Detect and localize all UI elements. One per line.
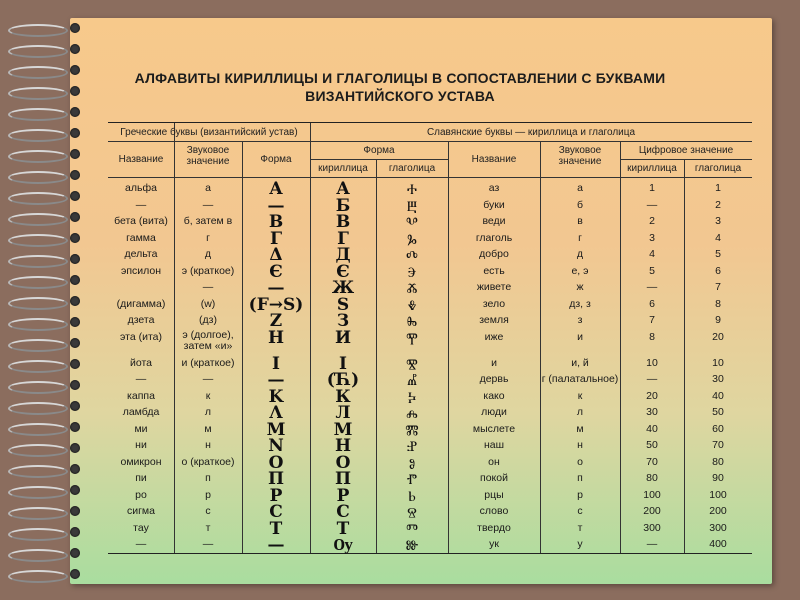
greek-name: — xyxy=(135,373,147,385)
ring-wire xyxy=(8,234,68,247)
glagolitic-letter: Ⰱ xyxy=(406,198,418,215)
numeric-glagolitic: 60 xyxy=(712,422,724,435)
numeric-cyrillic: 3 xyxy=(649,231,655,244)
ring-wire xyxy=(8,171,68,184)
glagolitic-letter: Ⱆ xyxy=(405,538,419,554)
header-slavic-sound: Звуковое значение xyxy=(558,145,602,167)
ring-hole xyxy=(70,128,80,138)
binding-ring xyxy=(8,547,82,561)
numeric-cyrillic: 100 xyxy=(643,488,661,501)
numeric-glagolitic: 8 xyxy=(715,297,721,310)
slavic-sound: л xyxy=(576,406,584,418)
numeric-sub-divider xyxy=(620,159,752,160)
ring-hole xyxy=(70,191,80,201)
numeric-glagolitic: 400 xyxy=(709,538,727,550)
numeric-glagolitic: 3 xyxy=(715,215,721,227)
cyrillic-letter: И xyxy=(334,327,352,348)
greek-form: Α xyxy=(269,179,283,199)
greek-sound: — xyxy=(202,373,214,385)
cyrillic-letter: Л xyxy=(335,403,351,423)
binding-ring xyxy=(8,232,82,246)
numeric-glagolitic: 2 xyxy=(715,198,721,211)
ring-wire xyxy=(8,549,68,562)
numeric-cyrillic: — xyxy=(646,373,658,385)
ring-wire xyxy=(8,24,68,37)
numeric-cyrillic: 80 xyxy=(646,472,658,484)
numeric-cyrillic: 8 xyxy=(649,330,655,343)
numeric-glagolitic: 50 xyxy=(712,406,724,418)
ring-wire xyxy=(8,528,68,541)
ring-hole xyxy=(70,86,80,96)
binding-ring xyxy=(8,379,82,393)
cyrillic-letter: Ж xyxy=(331,278,355,298)
greek-name: омикрон xyxy=(120,455,162,468)
ring-hole xyxy=(70,317,80,327)
header-numeric-glagolitic: глаголица xyxy=(694,163,742,174)
slavic-name: мыслете xyxy=(472,422,516,435)
greek-name: эта (ита) xyxy=(120,330,162,343)
greek-form: Π xyxy=(267,469,285,489)
slavic-name: дервь xyxy=(479,373,509,385)
numeric-glagolitic: 100 xyxy=(709,488,727,501)
numeric-glagolitic: 10 xyxy=(712,356,724,369)
glagolitic-letter: Ⰵ xyxy=(407,264,417,281)
ring-hole xyxy=(70,485,80,495)
binding-ring xyxy=(8,505,82,519)
numeric-cyrillic: 40 xyxy=(646,422,658,435)
slavic-sound: о xyxy=(577,455,583,468)
ring-wire xyxy=(8,486,68,499)
glagolitic-letter: Ⰾ xyxy=(406,406,418,422)
binding-ring xyxy=(8,463,82,477)
cyrillic-letter: І xyxy=(339,353,347,374)
binding-ring xyxy=(8,484,82,498)
numeric-cyrillic: 4 xyxy=(649,248,655,260)
greek-sound: а xyxy=(205,182,211,194)
greek-sound: д xyxy=(204,248,212,260)
ring-hole xyxy=(70,254,80,264)
ring-wire xyxy=(8,45,68,58)
greek-form: Η xyxy=(267,327,285,348)
greek-name: ми xyxy=(134,422,148,435)
greek-name: альфа xyxy=(125,182,157,194)
slavic-name: рцы xyxy=(484,488,504,501)
greek-name: сигма xyxy=(126,505,155,517)
ring-hole xyxy=(70,170,80,180)
cyrillic-letter: М xyxy=(333,419,353,440)
glagolitic-letter: Ⰶ xyxy=(406,281,418,297)
binding-ring xyxy=(8,211,82,225)
numeric-cyrillic: 1 xyxy=(649,182,655,194)
glagolitic-letter: Ⱅ xyxy=(406,521,418,538)
slavic-sound: д xyxy=(576,248,584,260)
greek-sound: б, затем в xyxy=(183,215,233,227)
page-title-line-2: ВИЗАНТИЙСКОГО УСТАВА xyxy=(305,88,495,104)
header-greek: Греческие буквы (византийский устав) xyxy=(120,127,298,138)
numeric-cyrillic: 200 xyxy=(643,505,661,517)
slavic-sound: з xyxy=(577,314,583,326)
greek-sound: о (краткое) xyxy=(181,455,235,468)
alphabet-table xyxy=(108,122,752,554)
greek-sound: г xyxy=(206,231,210,244)
greek-name: каппа xyxy=(127,389,155,402)
binding-ring xyxy=(8,190,82,204)
greek-form: Λ xyxy=(269,403,283,423)
greek-sound: р xyxy=(205,488,211,501)
greek-form: Μ xyxy=(266,419,286,440)
cyrillic-letter: Т xyxy=(336,518,350,539)
slavic-name: земля xyxy=(479,314,509,326)
slavic-name: добро xyxy=(479,248,509,260)
binding-ring xyxy=(8,85,82,99)
cyrillic-letter: Ѹ xyxy=(333,535,353,555)
numeric-cyrillic: 2 xyxy=(649,215,655,227)
slavic-name: и xyxy=(491,356,497,369)
slavic-sound: т xyxy=(577,521,583,534)
slavic-name: есть xyxy=(483,264,505,277)
glagolitic-letter: Ⰴ xyxy=(406,248,418,264)
glagolitic-letter: Ⰲ xyxy=(406,215,418,231)
greek-name: йота xyxy=(129,356,152,369)
numeric-glagolitic: 80 xyxy=(712,455,724,468)
ring-wire xyxy=(8,402,68,415)
binding-ring xyxy=(8,106,82,120)
ring-hole xyxy=(70,380,80,390)
page-title-line-1: АЛФАВИТЫ КИРИЛЛИЦЫ И ГЛАГОЛИЦЫ В СОПОСТАВЛЕНИИ С БУКВАМИ xyxy=(134,70,666,86)
slavic-sound: е, э xyxy=(571,264,589,277)
cyrillic-letter: Г xyxy=(337,228,349,249)
slavic-name: глаголь xyxy=(475,231,513,244)
binding-ring xyxy=(8,148,82,162)
greek-name: ламбда xyxy=(122,406,160,418)
greek-form: Ζ xyxy=(269,311,283,331)
header-greek-form: Форма xyxy=(260,154,292,165)
ring-hole xyxy=(70,506,80,516)
numeric-cyrillic: 5 xyxy=(649,264,655,277)
glagolitic-letter: Ⱁ xyxy=(408,455,416,472)
greek-form: Ι xyxy=(272,353,280,374)
ring-hole xyxy=(70,338,80,348)
numeric-cyrillic: — xyxy=(646,281,658,293)
ring-wire xyxy=(8,108,68,121)
slavic-sound: г (палатальное) xyxy=(541,373,619,385)
numeric-cyrillic: 20 xyxy=(646,389,658,402)
ring-hole xyxy=(70,149,80,159)
greek-name: бета (вита) xyxy=(114,215,168,227)
binding-ring xyxy=(8,400,82,414)
slavic-name: слово xyxy=(479,505,509,517)
ring-wire xyxy=(8,66,68,79)
binding-ring xyxy=(8,295,82,309)
header-slavic: Славянские буквы — кириллица и глаголица xyxy=(426,127,636,138)
slavic-sound: у xyxy=(577,538,583,550)
ring-hole xyxy=(70,212,80,222)
slavic-name: наш xyxy=(483,439,505,451)
binding-ring xyxy=(8,274,82,288)
cyrillic-letter: Р xyxy=(336,485,350,506)
cyrillic-letter: Б xyxy=(335,195,351,216)
glagolitic-letter: Ⱄ xyxy=(407,505,417,521)
greek-form: — xyxy=(267,535,285,555)
slavic-sound: в xyxy=(577,215,583,227)
ring-wire xyxy=(8,507,68,520)
header-numeric-cyrillic: кириллица xyxy=(627,163,677,174)
greek-form: (F→S) xyxy=(248,294,304,315)
slavic-name: веди xyxy=(482,215,506,227)
numeric-glagolitic: 200 xyxy=(709,505,727,517)
greek-sound: т xyxy=(205,521,211,534)
glagolitic-letter: Ⱀ xyxy=(406,439,418,455)
slavic-sound: ж xyxy=(576,281,584,293)
form-sub-divider xyxy=(310,159,448,160)
ring-wire xyxy=(8,318,68,331)
ring-hole xyxy=(70,569,80,579)
greek-name: дельта xyxy=(124,248,158,260)
numeric-glagolitic: 5 xyxy=(715,248,721,260)
cyrillic-letter: (Ћ) xyxy=(326,370,360,390)
ring-wire xyxy=(8,444,68,457)
cyrillic-letter: П xyxy=(334,469,352,489)
greek-sound: э (краткое) xyxy=(181,264,235,277)
slavic-name: буки xyxy=(483,198,505,211)
greek-sound: и (краткое) xyxy=(181,356,235,369)
ring-hole xyxy=(70,23,80,33)
glagolitic-letter: Ⱃ xyxy=(408,488,416,505)
ring-hole xyxy=(70,107,80,117)
greek-sound: п xyxy=(205,472,211,484)
ring-wire xyxy=(8,465,68,478)
greek-name: ро xyxy=(135,488,147,501)
binding-ring xyxy=(8,43,82,57)
greek-sound: м xyxy=(204,422,212,435)
numeric-cyrillic: 7 xyxy=(649,314,655,326)
slavic-name: покой xyxy=(480,472,508,484)
slavic-sound: и, й xyxy=(571,356,589,369)
ring-hole xyxy=(70,548,80,558)
binding-ring xyxy=(8,127,82,141)
ring-wire xyxy=(8,570,68,583)
greek-name: тау xyxy=(133,521,149,534)
ring-hole xyxy=(70,65,80,75)
slavic-name: люди xyxy=(481,406,507,418)
ring-hole xyxy=(70,233,80,243)
slavic-sound: р xyxy=(577,488,583,501)
greek-form: Ν xyxy=(268,436,284,456)
ring-hole xyxy=(70,359,80,369)
numeric-glagolitic: 1 xyxy=(715,182,721,194)
cyrillic-letter: О xyxy=(335,452,351,473)
ring-wire xyxy=(8,150,68,163)
slavic-name: аз xyxy=(488,182,500,194)
greek-form: — xyxy=(267,370,285,390)
slavic-sound: г xyxy=(578,231,582,244)
ring-hole xyxy=(70,275,80,285)
slavic-name: он xyxy=(488,455,500,468)
greek-form: Є xyxy=(269,261,283,282)
greek-sound: (дз) xyxy=(199,314,217,326)
numeric-cyrillic: 50 xyxy=(646,439,658,451)
header-numeric: Цифровое значение xyxy=(638,145,734,156)
ring-wire xyxy=(8,360,68,373)
numeric-glagolitic: 7 xyxy=(715,281,721,293)
numeric-glagolitic: 70 xyxy=(712,439,724,451)
binding-ring xyxy=(8,337,82,351)
cyrillic-letter: Ѕ xyxy=(336,294,350,315)
header-glagolitic: глаголица xyxy=(388,163,436,174)
ring-hole xyxy=(70,527,80,537)
glagolitic-letter: Ⰷ xyxy=(407,297,417,314)
slavic-name: твердо xyxy=(477,521,511,534)
binding-ring xyxy=(8,253,82,267)
ring-wire xyxy=(8,192,68,205)
cyrillic-letter: Н xyxy=(334,436,352,456)
numeric-glagolitic: 4 xyxy=(715,231,721,244)
greek-sound: с xyxy=(205,505,211,517)
greek-name: пи xyxy=(135,472,147,484)
greek-sound: н xyxy=(205,439,211,451)
glagolitic-letter: Ⰸ xyxy=(406,314,418,330)
binding-ring xyxy=(8,358,82,372)
header-greek-sound: Звуковое значение xyxy=(186,145,230,167)
numeric-cyrillic: 300 xyxy=(643,521,661,534)
slavic-name: иже xyxy=(484,330,504,343)
ring-wire xyxy=(8,87,68,100)
slavic-name: ук xyxy=(489,538,499,550)
numeric-cyrillic: — xyxy=(646,198,658,211)
ring-hole xyxy=(70,296,80,306)
slavic-sound: б xyxy=(576,198,583,211)
glagolitic-letter: Ⰹ xyxy=(406,330,418,347)
glagolitic-letter: Ⱂ xyxy=(406,472,418,488)
cyrillic-letter: Д xyxy=(335,245,351,265)
slavic-sound: дз, з xyxy=(569,297,591,310)
cyrillic-letter: З xyxy=(336,311,350,331)
greek-name: (дигамма) xyxy=(116,297,166,310)
ring-wire xyxy=(8,213,68,226)
greek-name: гамма xyxy=(126,231,156,244)
greek-name: ни xyxy=(135,439,147,451)
greek-sound: э (долгое), затем «и» xyxy=(182,328,234,352)
numeric-glagolitic: 300 xyxy=(709,521,727,534)
greek-form: С xyxy=(269,502,283,522)
binding-ring xyxy=(8,22,82,36)
slavic-sound: п xyxy=(577,472,583,484)
greek-sound: (w) xyxy=(200,297,216,310)
ring-hole xyxy=(70,422,80,432)
greek-form: Κ xyxy=(268,386,284,407)
numeric-cyrillic: 30 xyxy=(646,406,658,418)
greek-sound: — xyxy=(202,538,214,550)
greek-form: Ο xyxy=(268,452,284,473)
glagolitic-letter: Ⰿ xyxy=(405,422,419,439)
binding-ring xyxy=(8,421,82,435)
greek-name: эпсилон xyxy=(120,264,162,277)
header-slavic-form: Форма xyxy=(363,145,395,156)
slavic-name: зело xyxy=(482,297,506,310)
binding-ring xyxy=(8,526,82,540)
greek-form: Β xyxy=(268,212,284,232)
header-divider xyxy=(108,141,752,142)
greek-name: — xyxy=(135,538,147,550)
ring-wire xyxy=(8,339,68,352)
cyrillic-letter: В xyxy=(335,212,351,232)
greek-form: Γ xyxy=(269,228,283,249)
slavic-sound: с xyxy=(577,505,583,517)
slavic-sound: к xyxy=(577,389,583,402)
greek-sound: — xyxy=(202,281,214,293)
slavic-sound: а xyxy=(577,182,583,194)
slavic-sound: м xyxy=(576,422,584,435)
binding-ring xyxy=(8,316,82,330)
ring-wire xyxy=(8,276,68,289)
header-slavic-name: Название xyxy=(471,154,517,165)
slavic-name: како xyxy=(483,389,505,402)
binding-ring xyxy=(8,568,82,582)
header-cyrillic: кириллица xyxy=(318,163,368,174)
numeric-glagolitic: 30 xyxy=(712,373,724,385)
greek-sound: к xyxy=(205,389,211,402)
greek-form: Τ xyxy=(269,518,283,539)
ring-hole xyxy=(70,401,80,411)
glagolitic-letter: Ⰳ xyxy=(407,231,417,248)
header-bottom-divider xyxy=(108,177,752,178)
cyrillic-letter: К xyxy=(335,386,351,407)
ring-hole xyxy=(70,44,80,54)
ring-hole xyxy=(70,464,80,474)
ring-wire xyxy=(8,423,68,436)
slavic-name: живете xyxy=(476,281,512,293)
numeric-cyrillic: 6 xyxy=(649,297,655,310)
cyrillic-letter: А xyxy=(336,179,350,199)
glagolitic-letter: Ⰽ xyxy=(407,389,417,406)
greek-form: — xyxy=(267,195,285,216)
numeric-glagolitic: 40 xyxy=(712,389,724,402)
ring-wire xyxy=(8,255,68,268)
glagolitic-letter: Ⰼ xyxy=(406,373,418,389)
greek-sound: — xyxy=(202,198,214,211)
glagolitic-letter: Ⰺ xyxy=(406,356,418,373)
slavic-sound: и xyxy=(577,330,583,343)
greek-name: дзета xyxy=(127,314,155,326)
cyrillic-letter: С xyxy=(336,502,350,522)
ring-wire xyxy=(8,129,68,142)
greek-form: Ρ xyxy=(269,485,283,506)
greek-name: — xyxy=(135,198,147,211)
ring-hole xyxy=(70,443,80,453)
greek-form: — xyxy=(267,278,285,298)
greek-form: Δ xyxy=(269,245,283,265)
numeric-cyrillic: — xyxy=(646,538,658,550)
slavic-sound: н xyxy=(577,439,583,451)
numeric-cyrillic: 70 xyxy=(646,455,658,468)
binding-ring xyxy=(8,442,82,456)
ring-wire xyxy=(8,297,68,310)
glagolitic-letter: Ⰰ xyxy=(406,182,418,198)
numeric-glagolitic: 9 xyxy=(715,314,721,326)
ring-wire xyxy=(8,381,68,394)
header-greek-name: Название xyxy=(118,154,164,165)
cyrillic-letter: Є xyxy=(336,261,350,282)
numeric-cyrillic: 10 xyxy=(646,356,658,369)
numeric-glagolitic: 90 xyxy=(712,472,724,484)
numeric-glagolitic: 6 xyxy=(715,264,721,277)
binding-ring xyxy=(8,169,82,183)
greek-sound: л xyxy=(204,406,212,418)
numeric-glagolitic: 20 xyxy=(712,330,724,343)
binding-ring xyxy=(8,64,82,78)
